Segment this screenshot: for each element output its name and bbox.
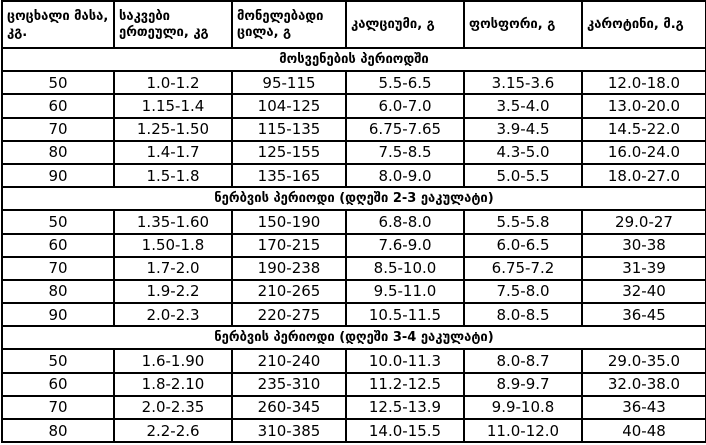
table-cell: 11.2-12.5 bbox=[346, 373, 464, 396]
table-cell: 125-155 bbox=[232, 141, 346, 164]
table-cell: 6.8-8.0 bbox=[346, 210, 464, 233]
header-digestible-protein: მონელებადი ცილა, გ bbox=[232, 1, 346, 48]
table-cell: 8.0-9.0 bbox=[346, 164, 464, 187]
table-cell: 95-115 bbox=[232, 71, 346, 94]
table-cell: 30-38 bbox=[582, 234, 706, 257]
table-cell: 3.15-3.6 bbox=[464, 71, 582, 94]
table-row bbox=[2, 280, 706, 303]
table-cell: 1.7-2.0 bbox=[114, 257, 232, 280]
table-cell: 50 bbox=[2, 349, 114, 372]
table-cell: 5.0-5.5 bbox=[464, 164, 582, 187]
table-cell: 1.50-1.8 bbox=[114, 234, 232, 257]
table-cell: 8.9-9.7 bbox=[464, 373, 582, 396]
table-cell: 1.6-1.90 bbox=[114, 349, 232, 372]
table-cell: 2.0-2.35 bbox=[114, 396, 232, 419]
table-row bbox=[2, 234, 706, 257]
table-cell: 135-165 bbox=[232, 164, 346, 187]
table-cell: 12.5-13.9 bbox=[346, 396, 464, 419]
table-cell: 210-240 bbox=[232, 349, 346, 372]
table-row bbox=[2, 164, 706, 187]
table-row bbox=[2, 396, 706, 419]
table-cell: 235-310 bbox=[232, 373, 346, 396]
section-row bbox=[2, 187, 706, 210]
table-cell: 210-265 bbox=[232, 280, 346, 303]
table-cell: 90 bbox=[2, 303, 114, 326]
table-row bbox=[2, 303, 706, 326]
section-row bbox=[2, 48, 706, 71]
table-cell: 310-385 bbox=[232, 419, 346, 442]
table-cell: 4.3-5.0 bbox=[464, 141, 582, 164]
table-cell: 50 bbox=[2, 71, 114, 94]
table-row bbox=[2, 94, 706, 117]
header-feed-units: საკვები ერთეული, კგ bbox=[114, 1, 232, 48]
table-row bbox=[2, 141, 706, 164]
table-cell: 3.5-4.0 bbox=[464, 94, 582, 117]
section-title: ნერბვის პერიოდი (დღეში 3-4 ეაკულატი) bbox=[2, 326, 706, 349]
table-cell: 31-39 bbox=[582, 257, 706, 280]
table-cell: 2.2-2.6 bbox=[114, 419, 232, 442]
table-row bbox=[2, 210, 706, 233]
table-row bbox=[2, 71, 706, 94]
table-cell: 5.5-6.5 bbox=[346, 71, 464, 94]
table-cell: 260-345 bbox=[232, 396, 346, 419]
table-cell: 190-238 bbox=[232, 257, 346, 280]
table-cell: 7.6-9.0 bbox=[346, 234, 464, 257]
table-cell: 6.0-6.5 bbox=[464, 234, 582, 257]
table-cell: 1.25-1.50 bbox=[114, 118, 232, 141]
table-cell: 1.9-2.2 bbox=[114, 280, 232, 303]
table-cell: 14.0-15.5 bbox=[346, 419, 464, 442]
table-cell: 1.0-1.2 bbox=[114, 71, 232, 94]
table-cell: 1.4-1.7 bbox=[114, 141, 232, 164]
table-cell: 60 bbox=[2, 373, 114, 396]
table-cell: 104-125 bbox=[232, 94, 346, 117]
table-cell: 12.0-18.0 bbox=[582, 71, 706, 94]
table-row bbox=[2, 349, 706, 372]
table-cell: 40-48 bbox=[582, 419, 706, 442]
table-cell: 9.9-10.8 bbox=[464, 396, 582, 419]
table-cell: 16.0-24.0 bbox=[582, 141, 706, 164]
table-cell: 60 bbox=[2, 234, 114, 257]
table-cell: 1.15-1.4 bbox=[114, 94, 232, 117]
section-title: მოსვენების პერიოდში bbox=[2, 48, 706, 71]
table-cell: 10.0-11.3 bbox=[346, 349, 464, 372]
table-cell: 9.5-11.0 bbox=[346, 280, 464, 303]
header-live-weight: ცოცხალი მასა, კგ. bbox=[2, 1, 114, 48]
table-cell: 80 bbox=[2, 419, 114, 442]
table-cell: 1.8-2.10 bbox=[114, 373, 232, 396]
table-cell: 60 bbox=[2, 94, 114, 117]
header-calcium: კალციუმი, გ bbox=[346, 1, 464, 48]
table-cell: 150-190 bbox=[232, 210, 346, 233]
table-cell: 1.5-1.8 bbox=[114, 164, 232, 187]
table-row bbox=[2, 373, 706, 396]
table-cell: 8.0-8.5 bbox=[464, 303, 582, 326]
table-row bbox=[2, 419, 706, 442]
section-row bbox=[2, 326, 706, 349]
table-cell: 70 bbox=[2, 396, 114, 419]
table-row bbox=[2, 257, 706, 280]
table-cell: 3.9-4.5 bbox=[464, 118, 582, 141]
table-cell: 11.0-12.0 bbox=[464, 419, 582, 442]
header-row bbox=[2, 1, 706, 48]
table-cell: 7.5-8.0 bbox=[464, 280, 582, 303]
table-cell: 1.35-1.60 bbox=[114, 210, 232, 233]
table-cell: 6.75-7.2 bbox=[464, 257, 582, 280]
table-cell: 32-40 bbox=[582, 280, 706, 303]
header-carotene: კაროტინი, მ.გ bbox=[582, 1, 706, 48]
table-cell: 36-43 bbox=[582, 396, 706, 419]
table-body bbox=[2, 48, 706, 442]
table-cell: 80 bbox=[2, 280, 114, 303]
table-cell: 115-135 bbox=[232, 118, 346, 141]
table-cell: 170-215 bbox=[232, 234, 346, 257]
table-cell: 14.5-22.0 bbox=[582, 118, 706, 141]
table-cell: 6.75-7.65 bbox=[346, 118, 464, 141]
table-cell: 7.5-8.5 bbox=[346, 141, 464, 164]
feeding-norms-table bbox=[1, 0, 706, 443]
table-cell: 18.0-27.0 bbox=[582, 164, 706, 187]
table-cell: 8.5-10.0 bbox=[346, 257, 464, 280]
table-cell: 32.0-38.0 bbox=[582, 373, 706, 396]
table-cell: 6.0-7.0 bbox=[346, 94, 464, 117]
table-row bbox=[2, 118, 706, 141]
table-cell: 90 bbox=[2, 164, 114, 187]
table-cell: 8.0-8.7 bbox=[464, 349, 582, 372]
table-cell: 36-45 bbox=[582, 303, 706, 326]
table-cell: 50 bbox=[2, 210, 114, 233]
table-cell: 29.0-35.0 bbox=[582, 349, 706, 372]
table-cell: 10.5-11.5 bbox=[346, 303, 464, 326]
table-cell: 70 bbox=[2, 118, 114, 141]
section-title: ნერბვის პერიოდი (დღეში 2-3 ეაკულატი) bbox=[2, 187, 706, 210]
table-cell: 5.5-5.8 bbox=[464, 210, 582, 233]
table-cell: 13.0-20.0 bbox=[582, 94, 706, 117]
table-cell: 220-275 bbox=[232, 303, 346, 326]
table-cell: 2.0-2.3 bbox=[114, 303, 232, 326]
table-cell: 29.0-27 bbox=[582, 210, 706, 233]
table-cell: 80 bbox=[2, 141, 114, 164]
header-phosphorus: ფოსფორი, გ bbox=[464, 1, 582, 48]
table-cell: 70 bbox=[2, 257, 114, 280]
